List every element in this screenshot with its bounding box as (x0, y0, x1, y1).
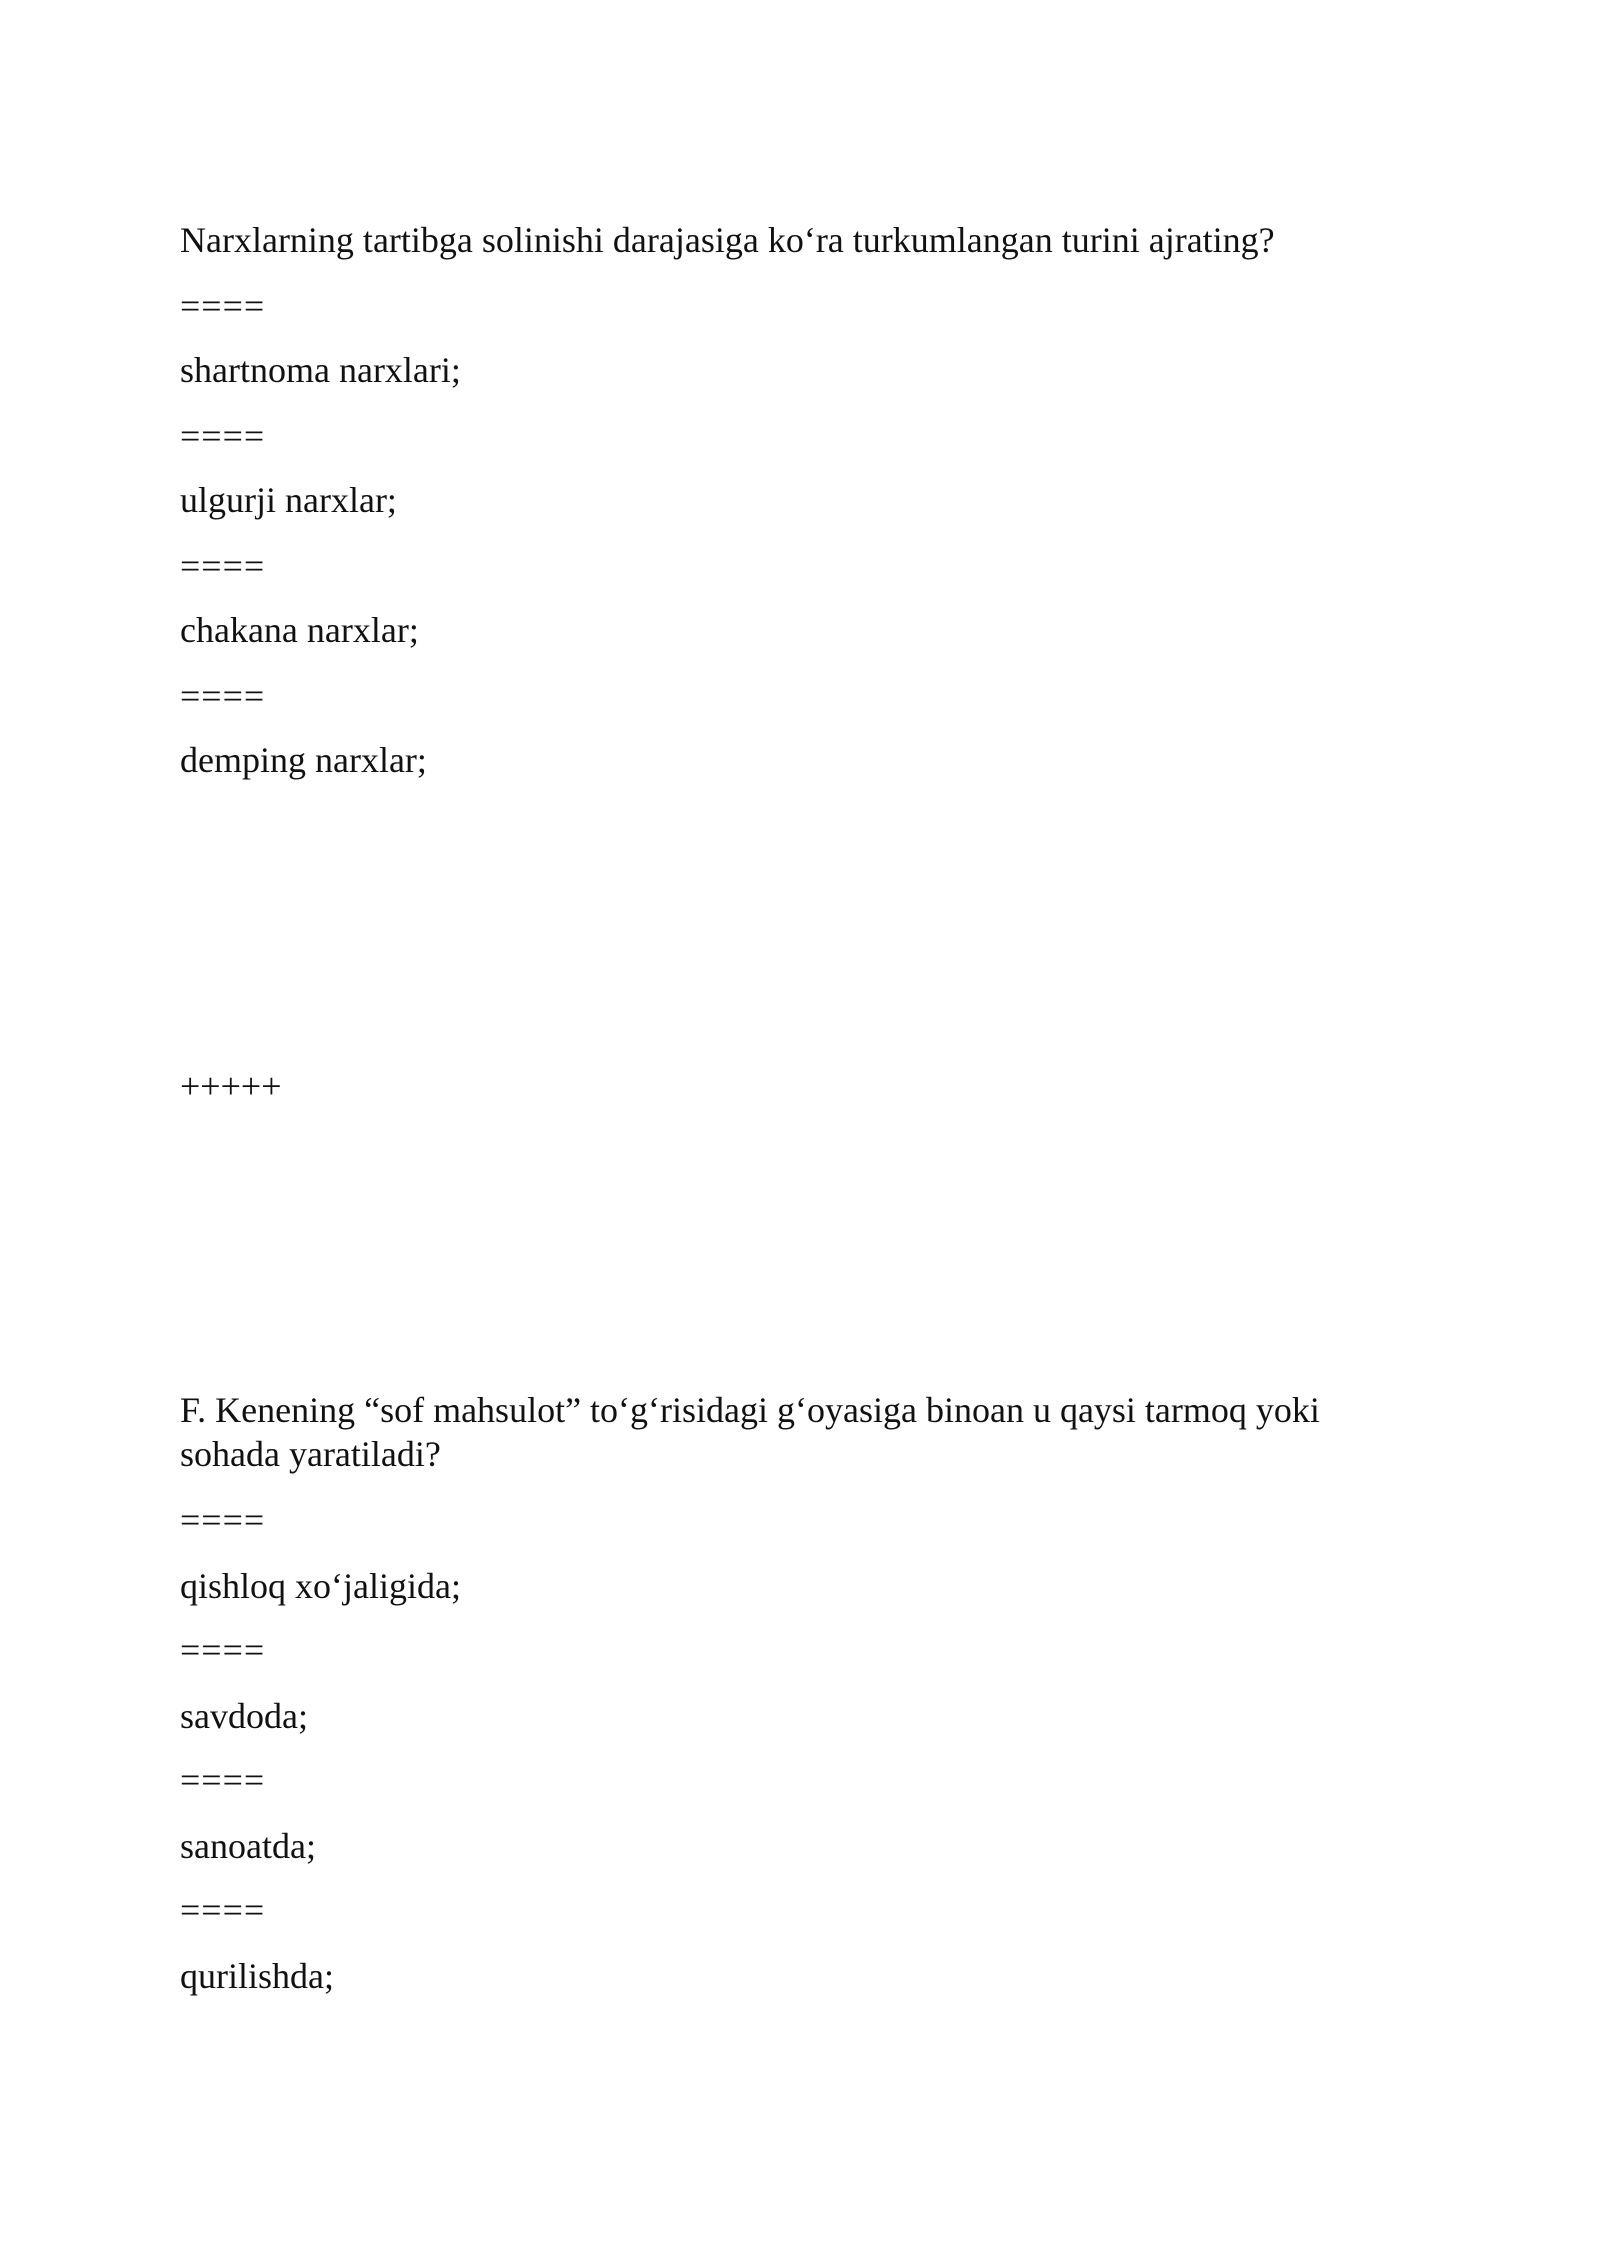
separator: ==== (180, 1630, 266, 1670)
question-2-option-2: savdoda; (180, 1696, 308, 1736)
question-1-text: Narxlarning tartibga solinishi darajasiga ko‘ra turkumlangan turini ajrating? (180, 220, 1275, 260)
block-separator: +++++ (180, 1066, 282, 1106)
question-1-option-3: chakana narxlar; (180, 610, 419, 650)
separator: ==== (180, 1500, 266, 1540)
question-1-option-1: shartnoma narxlari; (180, 350, 461, 390)
question-2-option-3: sanoatda; (180, 1826, 316, 1866)
separator: ==== (180, 1890, 266, 1930)
separator: ==== (180, 1760, 266, 1800)
question-2-option-4: qurilishda; (180, 1956, 334, 1996)
separator: ==== (180, 676, 266, 716)
question-2-option-1: qishloq xo‘jaligida; (180, 1566, 461, 1606)
separator: ==== (180, 416, 266, 456)
question-1-option-4: demping narxlar; (180, 740, 427, 780)
question-2-text: F. Kenening “sof mahsulot” to‘g‘risidagi g‘oyasiga binoan u qaysi tarmoq yoki sohada yaratiladi? (180, 1390, 1329, 1474)
separator: ==== (180, 546, 266, 586)
separator: ==== (180, 286, 266, 326)
question-1-option-2: ulgurji narxlar; (180, 480, 397, 520)
